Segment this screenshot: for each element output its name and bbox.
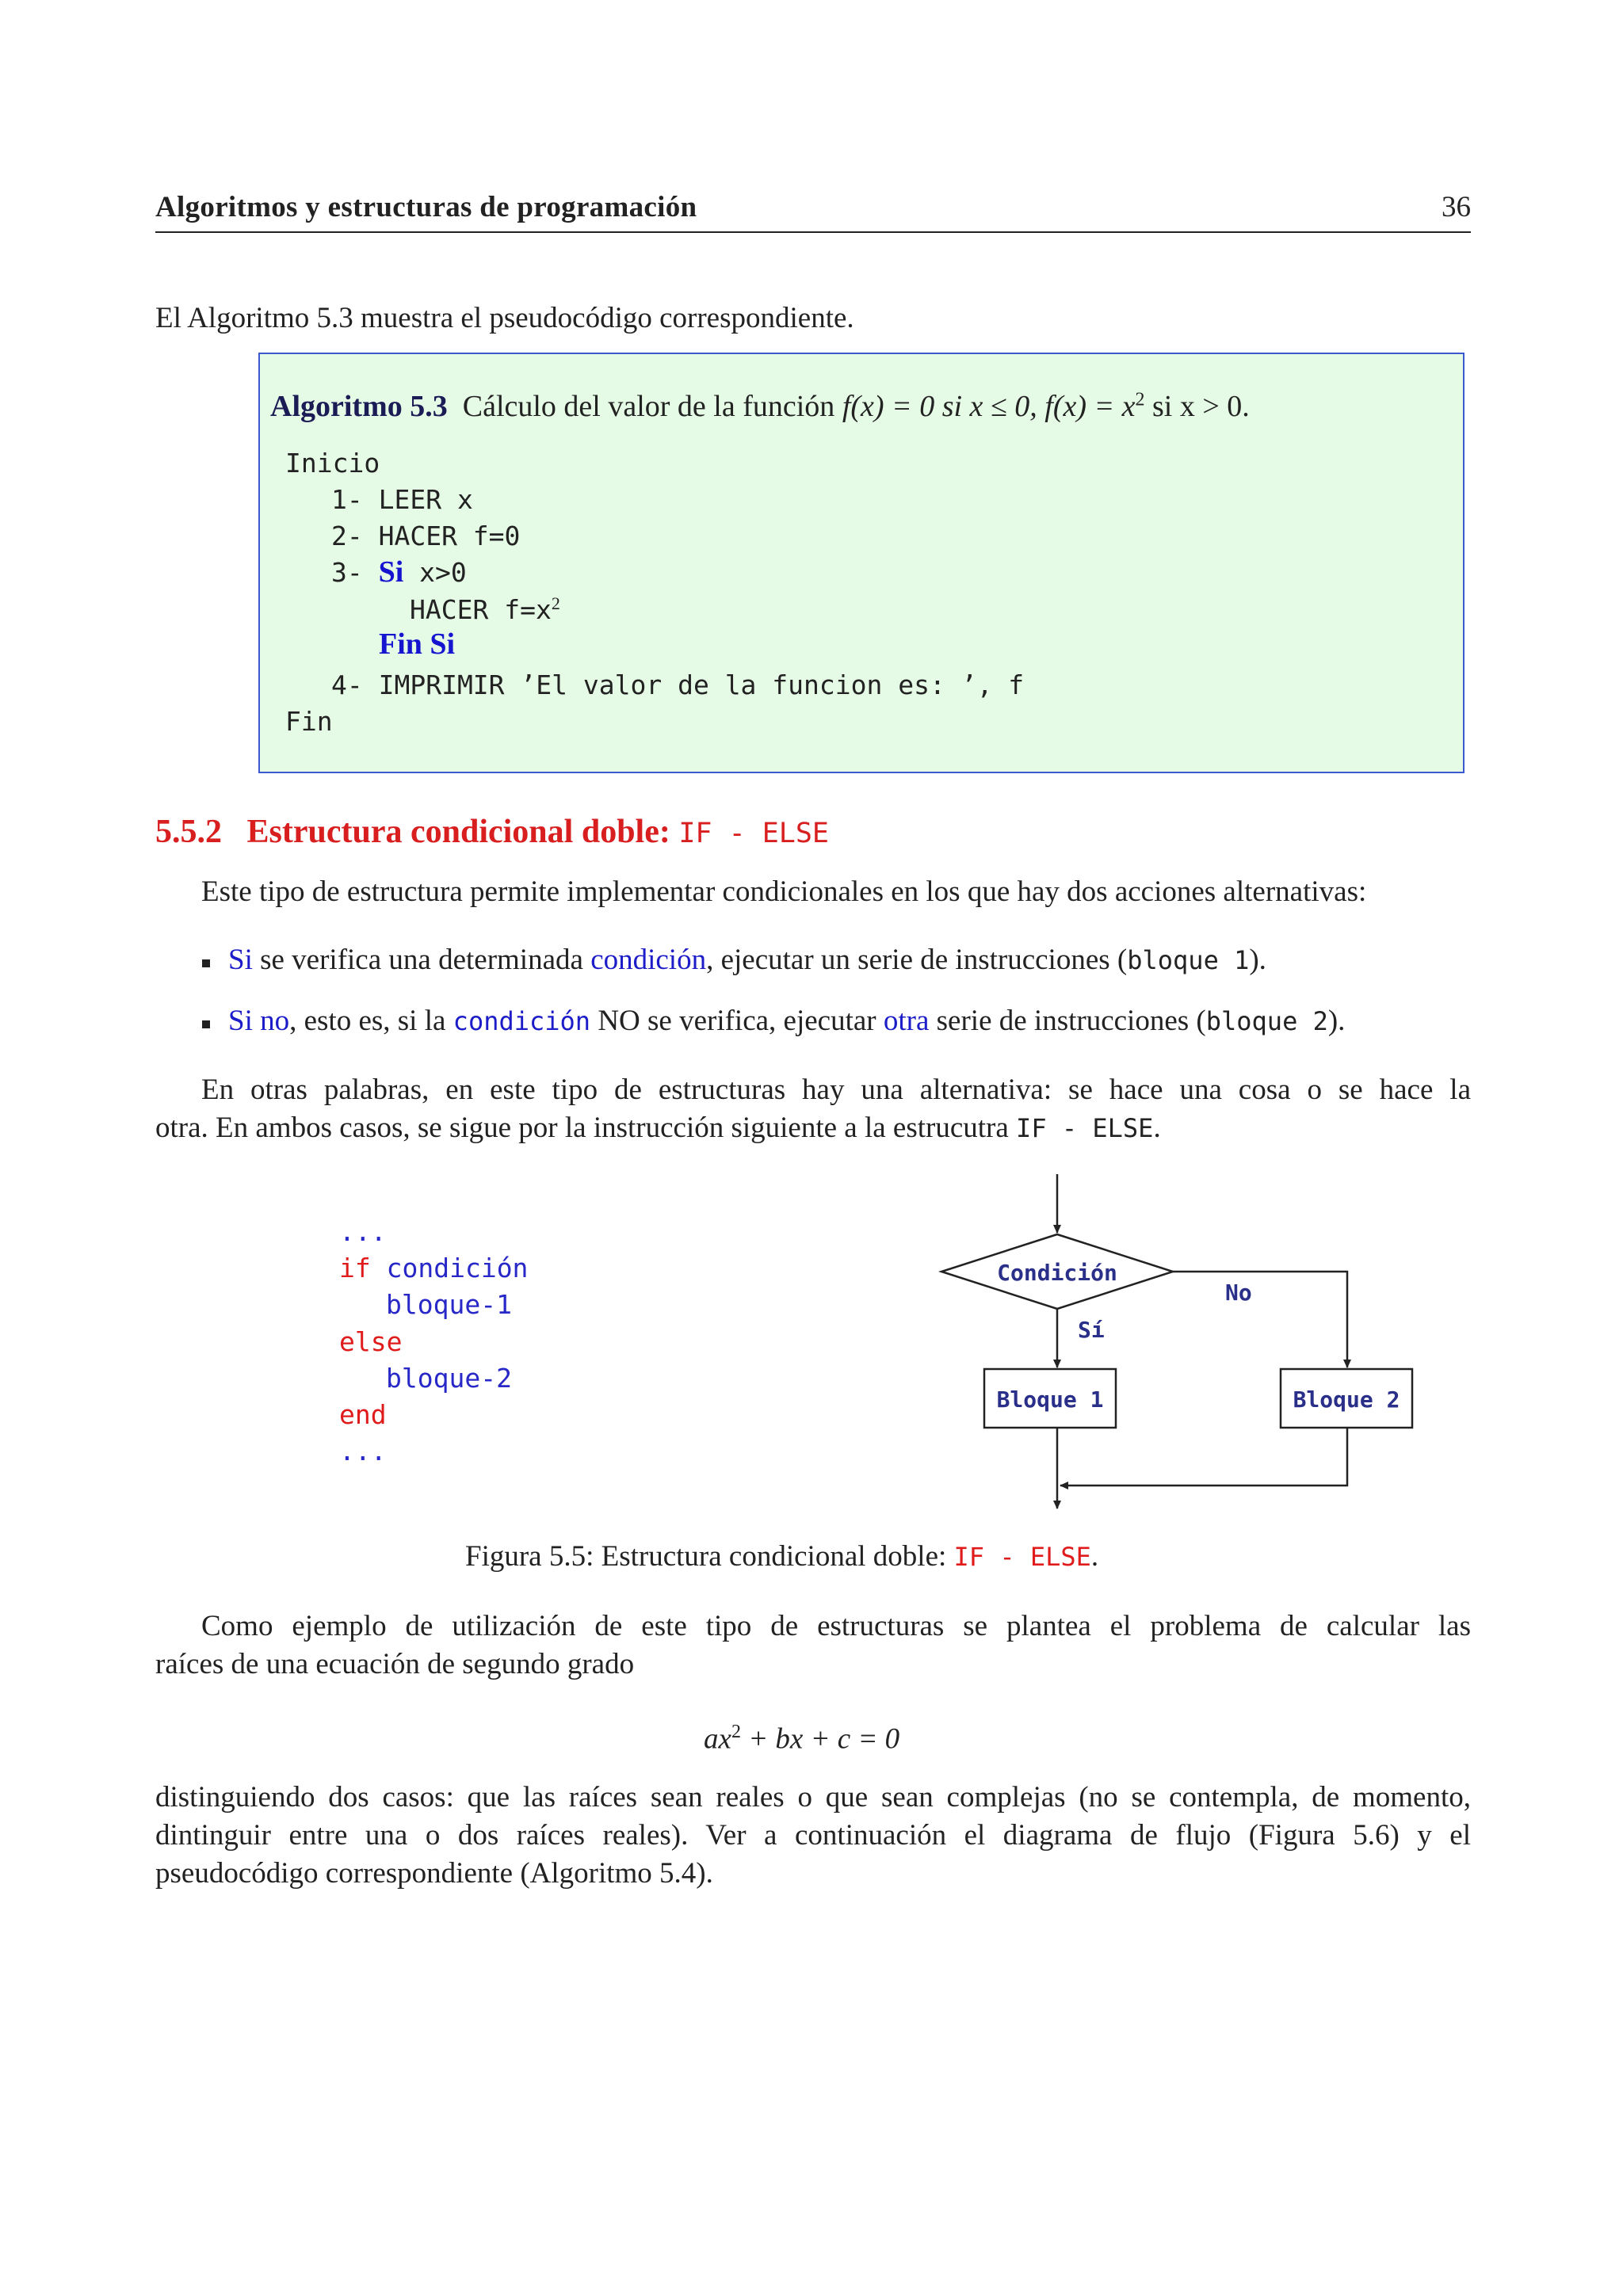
- algorithm-caption: [270, 389, 1250, 424]
- no-arrow: [1173, 1272, 1347, 1367]
- paragraph-3-line-2: raíces de una ecuación de segundo grado: [155, 1648, 635, 1680]
- algorithm-caption-text: Cálculo del valor de la función: [462, 390, 835, 423]
- fig-code-if-line: [339, 1253, 528, 1283]
- paragraph-3-line-1: Como ejemplo de utilización de este tipo de estructuras se plantea el problema de calcular las: [201, 1610, 1471, 1642]
- algorithm-label: Algoritmo 5.3: [270, 390, 448, 423]
- code-line-4-text: HACER f=x: [410, 594, 552, 625]
- intro-paragraph: El Algoritmo 5.3 muestra el pseudocódigo correspondiente.: [155, 302, 854, 334]
- condition-label: Condición: [997, 1260, 1117, 1286]
- figure-caption-end: .: [1090, 1540, 1099, 1573]
- no-label: No: [1225, 1280, 1252, 1306]
- keyword-fin-si: Fin Si: [379, 627, 456, 661]
- section-code: IF - ELSE: [678, 818, 830, 849]
- code-line-3-cond: x>0: [403, 557, 467, 588]
- bullet-1-text-b: , ejecutar un serie de instrucciones (: [706, 944, 1128, 976]
- code-line-inicio: Inicio: [285, 448, 380, 479]
- bullet-1-condicion: condición: [590, 944, 707, 976]
- bullet-2-si-no: Si no: [228, 1005, 290, 1037]
- code-line-3-prefix: 3-: [331, 557, 379, 588]
- yes-label: Sí: [1078, 1317, 1105, 1343]
- code-line-6: 4- IMPRIMIR ’El valor de la funcion es: ’, f: [331, 669, 1025, 700]
- bullet-2-otra: otra: [883, 1005, 930, 1037]
- bullet-2-condicion: condición: [453, 1006, 591, 1036]
- page-number: 36: [1442, 191, 1471, 223]
- code-line-fin: Fin: [285, 706, 333, 737]
- algorithm-caption-math: f(x) = 0 si x ≤ 0, f(x) = x: [842, 390, 1136, 423]
- block-1-label: Bloque 1: [996, 1386, 1104, 1413]
- code-line-2: 2- HACER f=0: [331, 521, 521, 551]
- equation-exponent: 2: [731, 1722, 741, 1742]
- fig-code-bloque-1: bloque-1: [386, 1289, 512, 1320]
- fig-code-if: if: [339, 1253, 371, 1283]
- code-line-4: [410, 593, 560, 625]
- section-title: Estructura condicional doble:: [246, 814, 670, 850]
- fig-code-else: else: [339, 1326, 403, 1357]
- paragraph-4-line-2: dintinguir entre una o dos raíces reales). Ver a continuación el diagrama de flujo (Figura 5.6) y el: [155, 1819, 1471, 1852]
- paragraph-1: Este tipo de estructura permite implementar condicionales en los que hay dos acciones alternativas:: [201, 875, 1367, 908]
- bullet-2-text-d: ).: [1327, 1005, 1346, 1037]
- bullet-2-text-a: , esto es, si la: [289, 1005, 453, 1037]
- fig-code-condicion: condición: [370, 1253, 529, 1283]
- paragraph-4-line-1: distinguiendo dos casos: que las raíces sean reales o que sean complejas (no se contempla, de momento,: [155, 1781, 1471, 1814]
- bullet-marker: [202, 959, 210, 967]
- figure-caption: [465, 1538, 1098, 1576]
- code-line-4-sup: 2: [551, 593, 560, 613]
- fig-code-bloque-2: bloque-2: [386, 1363, 512, 1394]
- figure-caption-text: Figura 5.5: Estructura condicional doble:: [465, 1540, 954, 1573]
- bullet-item-2: [228, 1002, 1345, 1040]
- section-number: 5.5.2: [155, 814, 222, 850]
- algorithm-caption-tail: si x > 0.: [1144, 390, 1250, 423]
- merge-arrow: [1060, 1428, 1347, 1486]
- paragraph-2-line-2: [155, 1109, 1161, 1147]
- bullet-1-si: Si: [228, 944, 253, 976]
- paragraph-2-code: IF - ELSE: [1016, 1113, 1154, 1143]
- code-line-1: 1- LEER x: [331, 484, 473, 515]
- bullet-1-code: bloque 1: [1127, 945, 1250, 975]
- fig-code-dots-bottom: ...: [339, 1436, 387, 1466]
- keyword-si: Si: [378, 555, 404, 589]
- equation: [704, 1713, 899, 1758]
- paragraph-2-end: .: [1153, 1112, 1161, 1144]
- algorithm-box: [258, 353, 1465, 773]
- bullet-marker: [202, 1020, 210, 1028]
- paragraph-4-line-3: pseudocódigo correspondiente (Algoritmo 5.4).: [155, 1857, 713, 1890]
- figure-caption-code: IF - ELSE: [953, 1542, 1091, 1572]
- bullet-2-code: bloque 2: [1205, 1006, 1328, 1036]
- bullet-2-text-b: NO se verifica, ejecutar: [590, 1005, 884, 1037]
- flowchart-diagram: [919, 1165, 1426, 1529]
- bullet-1-text-a: se verifica una determinada: [252, 944, 591, 976]
- algorithm-caption-sup: 2: [1135, 389, 1145, 410]
- header-title: Algoritmos y estructuras de programación: [155, 191, 697, 223]
- running-header: [155, 189, 1471, 233]
- code-line-3: [331, 555, 467, 589]
- bullet-item-1: [228, 941, 1266, 979]
- paragraph-2-text: otra. En ambos casos, se sigue por la instrucción siguiente a la estrucutra: [155, 1112, 1017, 1144]
- section-heading: [155, 813, 829, 851]
- bullet-2-text-c: serie de instrucciones (: [929, 1005, 1206, 1037]
- bullet-1-text-c: ).: [1249, 944, 1266, 976]
- equation-rhs: + bx + c = 0: [740, 1722, 900, 1756]
- block-2-label: Bloque 2: [1293, 1386, 1400, 1413]
- fig-code-dots-top: ...: [339, 1216, 387, 1247]
- paragraph-2-line-1: En otras palabras, en este tipo de estructuras hay una alternativa: se hace una cosa o se hace la: [201, 1074, 1471, 1106]
- equation-lhs: ax: [704, 1722, 731, 1756]
- fig-code-end: end: [339, 1399, 387, 1430]
